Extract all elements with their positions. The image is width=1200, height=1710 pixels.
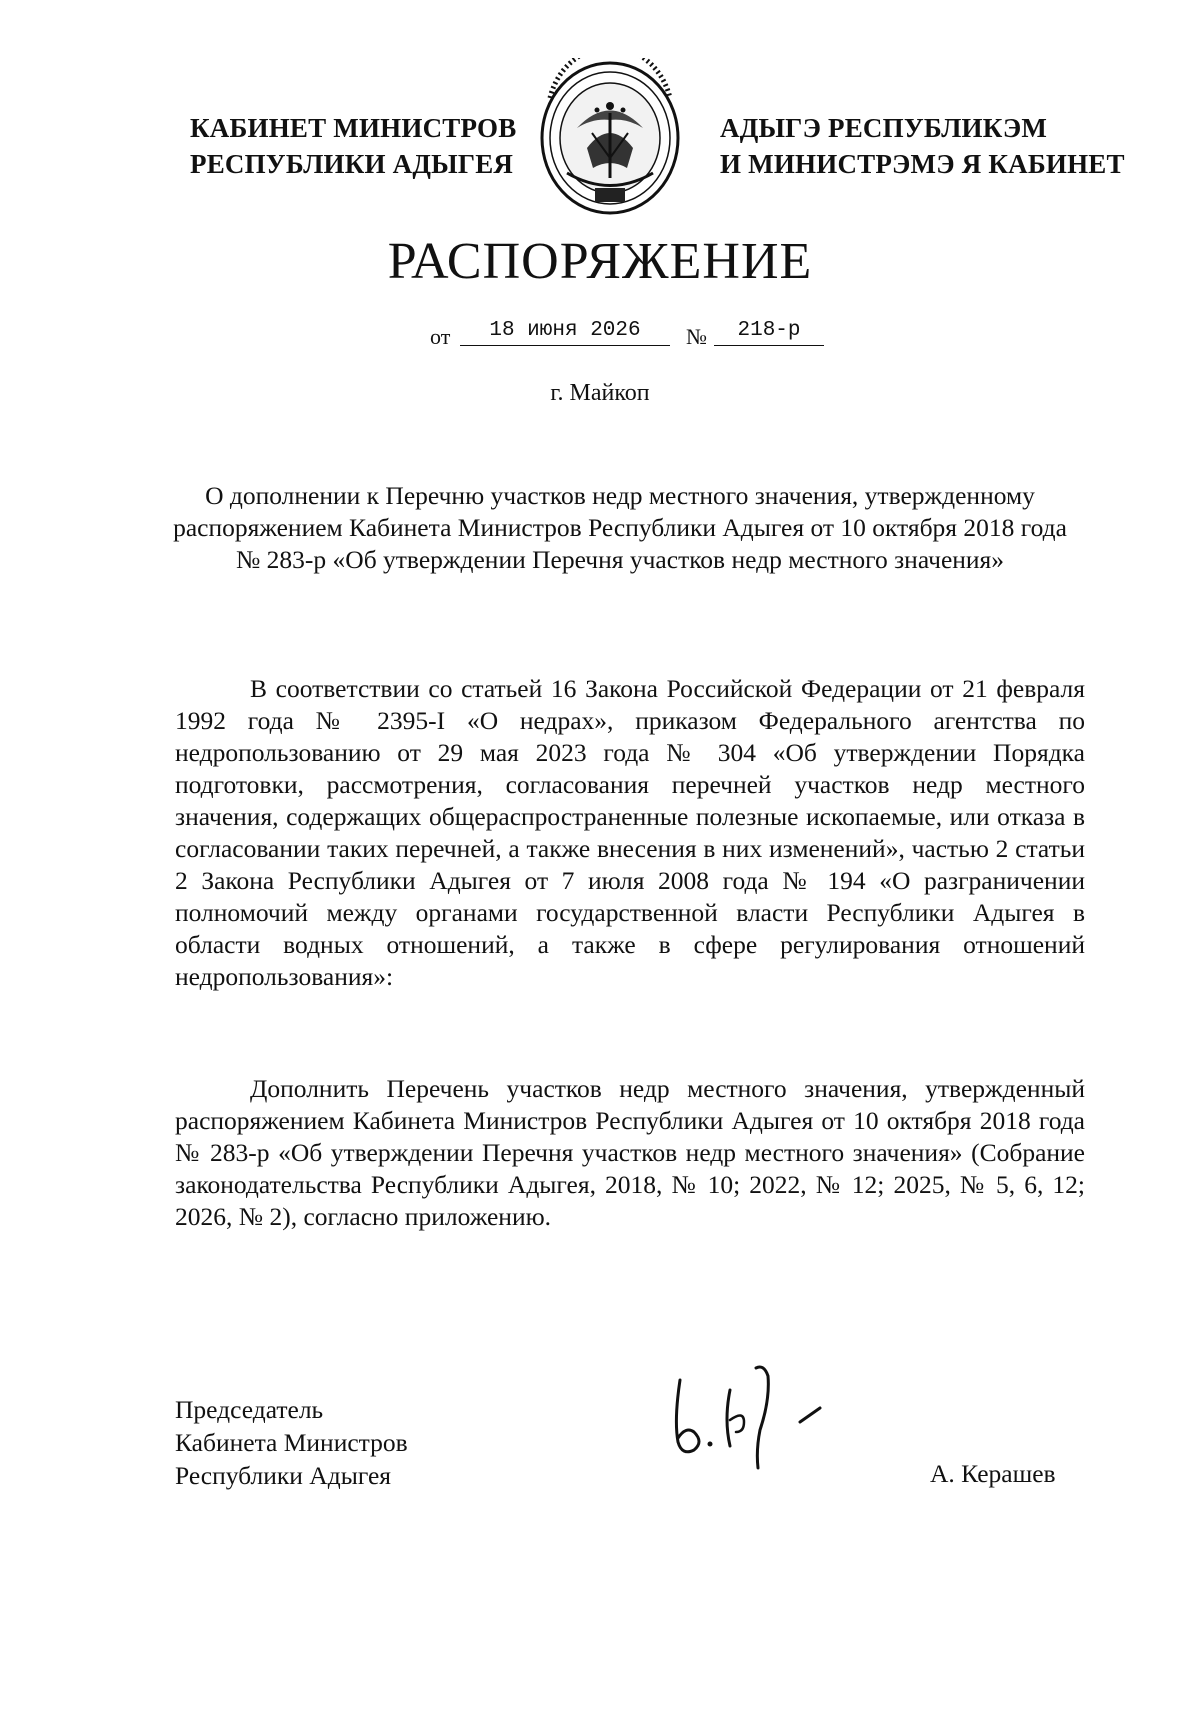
coat-of-arms-emblem [537, 58, 683, 218]
issuer-name-russian [190, 110, 516, 182]
body-paragraph-2: Дополнить Перечень участков недр местного значения, утвержденный распоряжением Кабинета Министров Республики Адыгея от 10 октября 2018 года № 283-р «Об утверждении Перечня участков недр местного значения» (Собрание законодательства Республики Адыгея, 2018, № 10; 2022, № 12; 2025, № 5, 6, 12; 2026, № 2), согласно приложению. [175, 1074, 1085, 1231]
issuer-ady-line-2: И МИНИСТРЭМЭ Я КАБИНЕТ [720, 149, 1125, 179]
signer-name: А. Керашев [930, 1459, 1056, 1488]
issuer-ru-line-1: КАБИНЕТ МИНИСТРОВ [190, 113, 517, 143]
number-label: № [686, 324, 707, 349]
issuer-name-adyghe [720, 110, 1125, 182]
signer-position-line-1: Председатель [175, 1395, 324, 1424]
body-paragraph-1: В соответствии со статьей 16 Закона Российской Федерации от 21 февраля 1992 года № 2395-I «О недрах», приказом Федерального агентства по недропользованию от 29 мая 2023 года № 304 «Об утверждении Порядка подготовки, рассмотрения, согласования перечней участков недр местного значения, содержащих общераспространенные полезные ископаемые, или отказа в согласовании таких перечней, а также внесения в них изменений», частью 2 статьи 2 Закона Республики Адыгея от 7 июля 2008 года № 194 «О разграничении полномочий между органами государственной власти Республики Адыгея в области водных отношений, а также в сфере регулирования отношений недропользования»: [175, 674, 1085, 991]
handwritten-signature [660, 1360, 860, 1470]
issue-city: г. Майкоп [550, 380, 650, 406]
signer-position [175, 1393, 408, 1492]
issuer-ru-line-2: РЕСПУБЛИКИ АДЫГЕЯ [190, 149, 514, 179]
date-value: 18 июня 2026 [460, 318, 670, 346]
date-label: от [430, 324, 451, 349]
issuer-ady-line-1: АДЫГЭ РЕСПУБЛИКЭМ [720, 113, 1048, 143]
signer-position-line-2: Кабинета Министров [175, 1428, 408, 1457]
document-title: О дополнении к Перечню участков недр местного значения, утвержденному распоряжением Кабинета Министров Республики Адыгея от 10 октября 2018 года № 283-р «Об утверждении Перечня участков недр местного значения» [173, 481, 1067, 574]
number-value: 218-р [714, 318, 824, 346]
signer-position-line-3: Республики Адыгея [175, 1461, 391, 1490]
document-date-number [430, 318, 850, 350]
document-type-heading: РАСПОРЯЖЕНИЕ [387, 233, 813, 290]
